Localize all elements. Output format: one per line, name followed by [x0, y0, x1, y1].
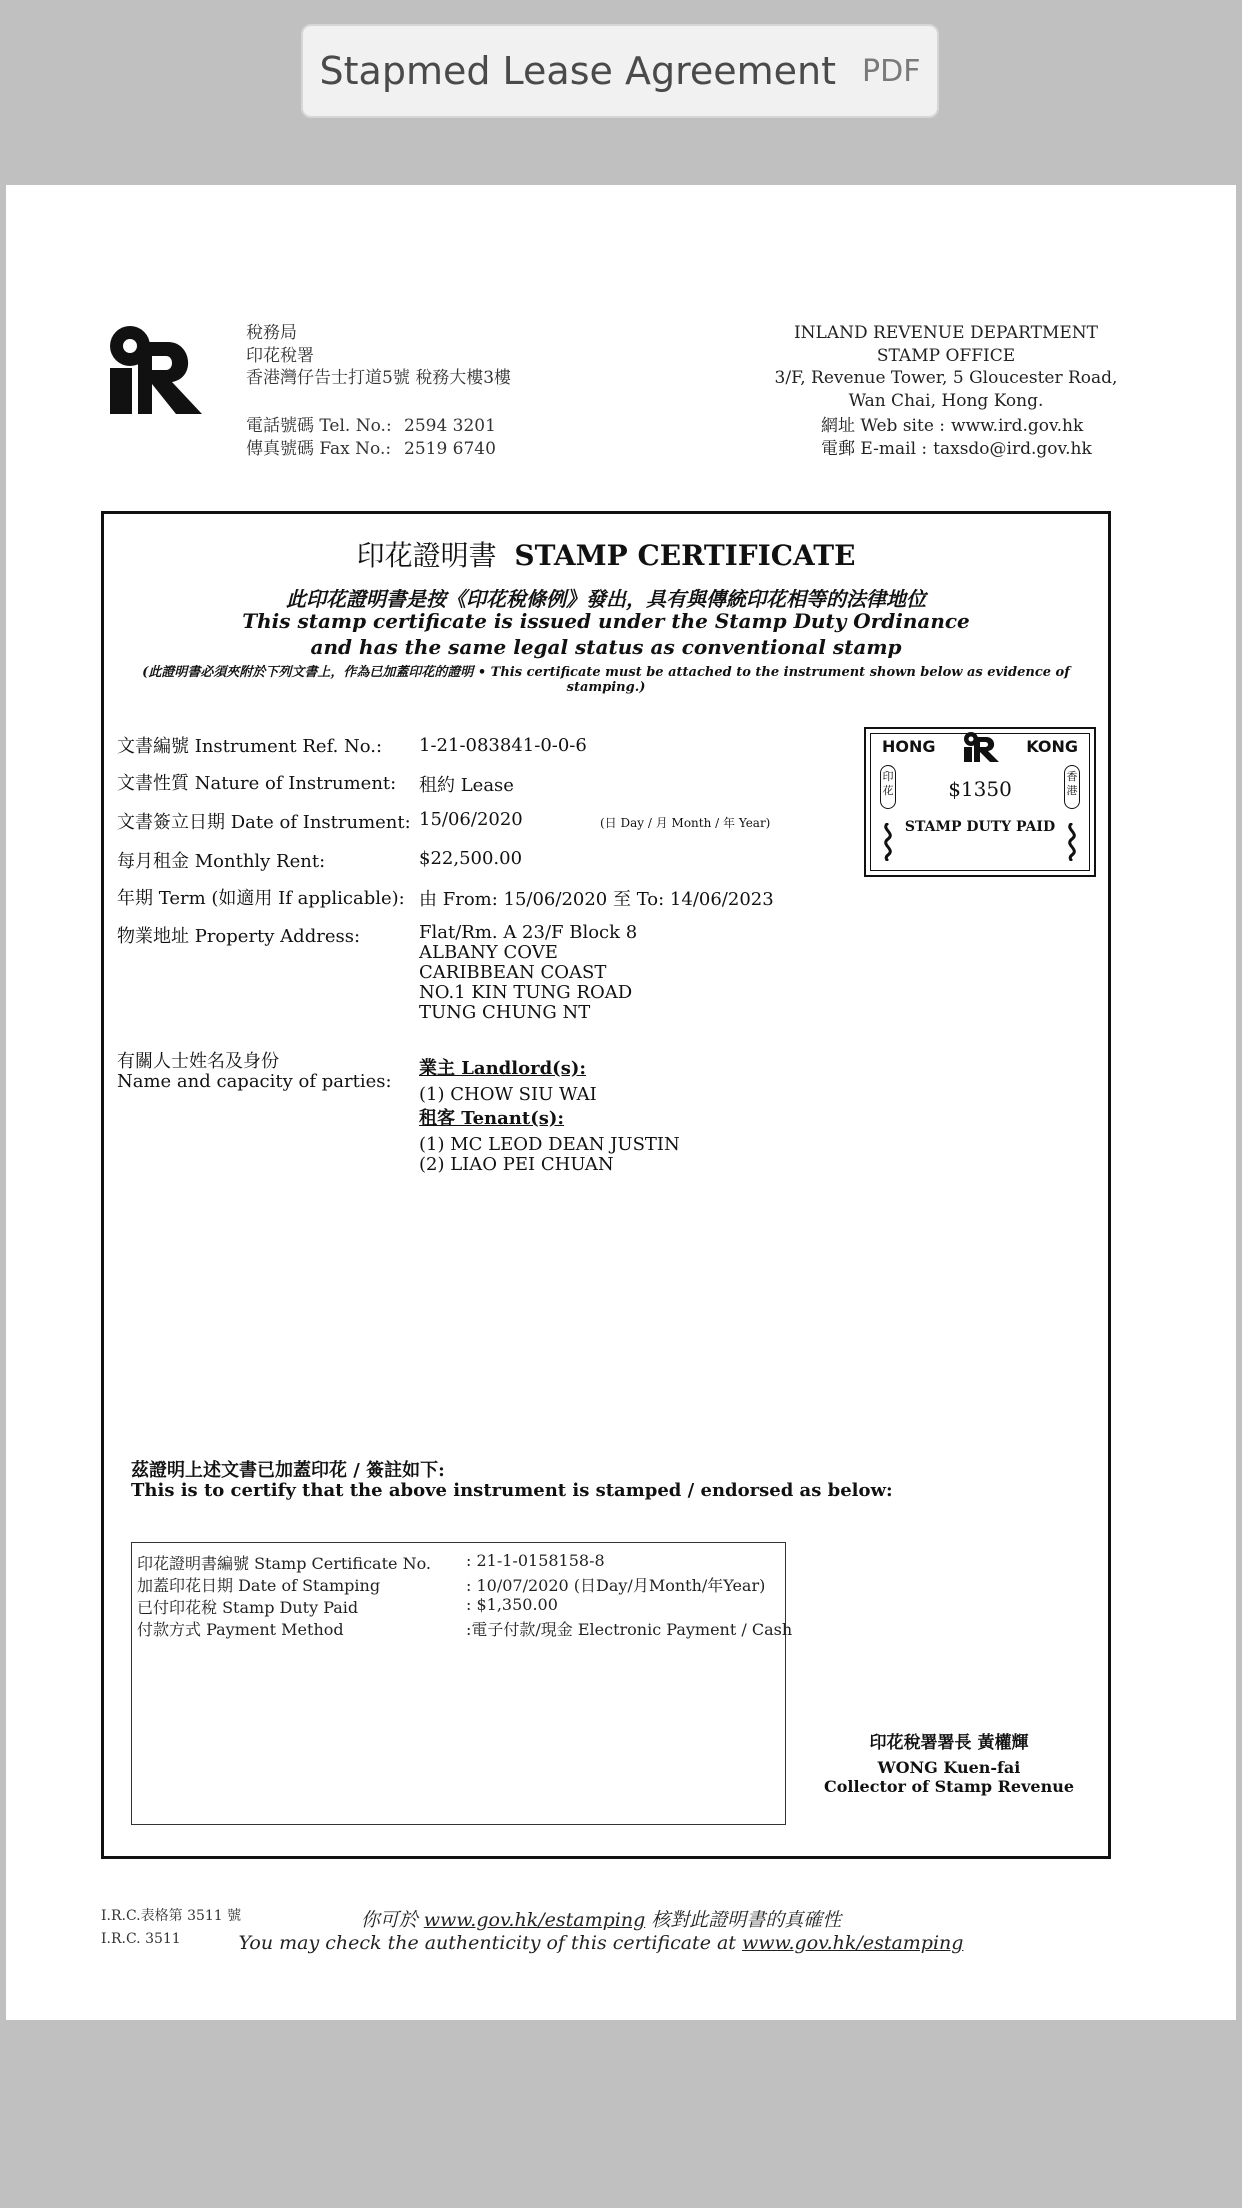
- estamping-link[interactable]: www.gov.hk/estamping: [741, 1932, 964, 1954]
- stamp-certificate: [101, 511, 1111, 1859]
- term-label: 年期 Term (如適用 If applicable):: [117, 888, 405, 909]
- dept-name-en: INLAND REVENUE DEPARTMENT: [793, 323, 1099, 343]
- monthly-rent-value: $22,500.00: [419, 848, 523, 869]
- ref-no-label: 文書編號 Instrument Ref. No.:: [117, 736, 383, 757]
- stamp-kong-text: KONG: [1026, 737, 1078, 756]
- ref-no-value: 1-21-083841-0-0-6: [419, 735, 587, 756]
- parties-label: [117, 1052, 392, 1092]
- cert-no-label: 印花證明書編號 Stamp Certificate No.: [137, 1554, 432, 1573]
- nature-label: 文書性質 Nature of Instrument:: [117, 773, 397, 794]
- pdf-page[interactable]: [6, 185, 1236, 2020]
- office-name-zh: 印花稅署: [246, 345, 314, 366]
- signer-name-en: WONG Kuen-fai: [877, 1758, 1021, 1777]
- address-line-1: 3/F, Revenue Tower, 5 Gloucester Road,: [774, 368, 1118, 388]
- stamp-amount: $1350: [948, 777, 1012, 801]
- office-name-en: STAMP OFFICE: [876, 345, 1016, 366]
- parties-label-zh: 有關人士姓名及身份: [117, 1051, 279, 1072]
- tenant-name: (1) MC LEOD DEAN JUSTIN: [419, 1134, 680, 1155]
- signer-name-zh: 印花稅署署長 黃權輝: [869, 1733, 1029, 1753]
- dept-name-zh: 稅務局: [246, 323, 297, 343]
- certify-text-zh: 茲證明上述文書已加蓋印花 / 簽註如下:: [131, 1460, 445, 1481]
- tenant-heading: 租客 Tenant(s):: [419, 1108, 565, 1129]
- stamp-duty-paid-box: [864, 727, 1096, 877]
- address-line: ALBANY COVE: [419, 942, 558, 963]
- parties-label-en: Name and capacity of parties:: [117, 1071, 392, 1092]
- address-line: CARIBBEAN COAST: [419, 962, 607, 983]
- date-format-note: (日 Day / 月 Month / 年 Year): [600, 816, 771, 830]
- title-zh: 印花證明書: [356, 539, 497, 572]
- address-line: Flat/Rm. A 23/F Block 8: [419, 922, 638, 943]
- address-zh: 香港灣仔告士打道5號 稅務大樓3樓: [246, 368, 512, 388]
- title-en: STAMP CERTIFICATE: [514, 539, 856, 572]
- stamping-date-label: 加蓋印花日期 Date of Stamping: [137, 1576, 381, 1595]
- cert-no-value: : 21-1-0158158-8: [466, 1551, 605, 1570]
- fax-value: 2519 6740: [404, 439, 496, 459]
- parties-list: [419, 1059, 680, 1175]
- subtitle-en-2: and has the same legal status as conventional stamp: [310, 635, 902, 659]
- tel-value: 2594 3201: [404, 416, 496, 436]
- landlord-heading: 業主 Landlord(s):: [419, 1058, 586, 1079]
- certify-text-en: This is to certify that the above instrument is stamped / endorsed as below:: [131, 1480, 893, 1501]
- property-address: [419, 923, 637, 1023]
- stamp-right-ornament-icon: [1066, 823, 1078, 861]
- endorsement-box: [131, 1542, 793, 1825]
- file-format-label: PDF: [862, 53, 921, 89]
- stamp-left-seal: 印花: [880, 765, 896, 809]
- stamp-hong-text: HONG: [882, 737, 936, 756]
- date-label: 文書簽立日期 Date of Instrument:: [117, 812, 411, 833]
- tel-label: 電話號碼 Tel. No.:: [246, 416, 392, 436]
- payment-method-value: :電子付款/現金 Electronic Payment / Cash: [466, 1620, 793, 1639]
- document-title: Stapmed Lease Agreement: [319, 49, 837, 93]
- stamp-paid-label: STAMP DUTY PAID: [904, 819, 1056, 835]
- term-value: 由 From: 15/06/2020 至 To: 14/06/2023: [419, 889, 774, 910]
- subtitle-en-1: This stamp certificate is issued under the Stamp Duty Ordinance: [242, 609, 970, 633]
- certificate-title: [104, 534, 1108, 574]
- fax-label: 傳真號碼 Fax No.:: [246, 439, 392, 459]
- verify-zh-suffix: 核對此證明書的真確性: [645, 1909, 842, 1931]
- stamping-date-value: : 10/07/2020 (日Day/月Month/年Year): [466, 1576, 766, 1595]
- verify-en-prefix: You may check the authenticity of this certificate at: [238, 1932, 742, 1954]
- payment-method-label: 付款方式 Payment Method: [137, 1620, 344, 1639]
- email-value: taxsdo@ird.gov.hk: [933, 439, 1092, 459]
- header-right-address: [766, 322, 1126, 412]
- address-line: TUNG CHUNG NT: [419, 1002, 591, 1023]
- verify-zh-prefix: 你可於: [360, 1909, 424, 1931]
- web-contacts: [821, 415, 1092, 461]
- date-value: 15/06/2020: [419, 809, 523, 830]
- nature-value: 租約 Lease: [419, 775, 514, 796]
- subtitle-zh: 此印花證明書是按《印花稅條例》發出，具有與傳統印花相等的法律地位: [286, 587, 926, 611]
- address-label: 物業地址 Property Address:: [117, 926, 361, 947]
- contact-numbers: [246, 415, 496, 461]
- ird-mini-logo-icon: [962, 731, 1002, 763]
- attachment-note: (此證明書必須夾附於下列文書上，作為已加蓋印花的證明 • This certificate must be attached to the instrument shown below as evidence of stamping.): [142, 665, 1070, 695]
- tenant-name: (2) LIAO PEI CHUAN: [419, 1154, 614, 1175]
- stamp-left-ornament-icon: [882, 823, 894, 861]
- form-number-zh: I.R.C.表格第 3511 號: [101, 1908, 242, 1924]
- landlord-name: (1) CHOW SIU WAI: [419, 1084, 597, 1105]
- address-line-2: Wan Chai, Hong Kong.: [848, 390, 1044, 411]
- stamp-right-seal: 香港: [1064, 765, 1080, 809]
- verify-text-zh: [206, 1905, 996, 1932]
- header-left-address: [246, 322, 511, 390]
- signer-title: Collector of Stamp Revenue: [823, 1777, 1075, 1796]
- address-line: NO.1 KIN TUNG ROAD: [419, 982, 633, 1003]
- web-label: 網址 Web site :: [821, 416, 946, 436]
- document-title-bar[interactable]: [301, 24, 939, 118]
- estamping-link[interactable]: www.gov.hk/estamping: [423, 1909, 646, 1931]
- monthly-rent-label: 每月租金 Monthly Rent:: [117, 851, 326, 872]
- form-number-en: I.R.C. 3511: [101, 1931, 181, 1947]
- verify-text-en: [206, 1932, 996, 1954]
- duty-paid-value: : $1,350.00: [466, 1595, 558, 1614]
- ird-logo-icon: [106, 322, 206, 416]
- duty-paid-label: 已付印花稅 Stamp Duty Paid: [137, 1598, 359, 1617]
- web-value: www.ird.gov.hk: [951, 416, 1084, 436]
- email-label: 電郵 E-mail :: [821, 439, 928, 459]
